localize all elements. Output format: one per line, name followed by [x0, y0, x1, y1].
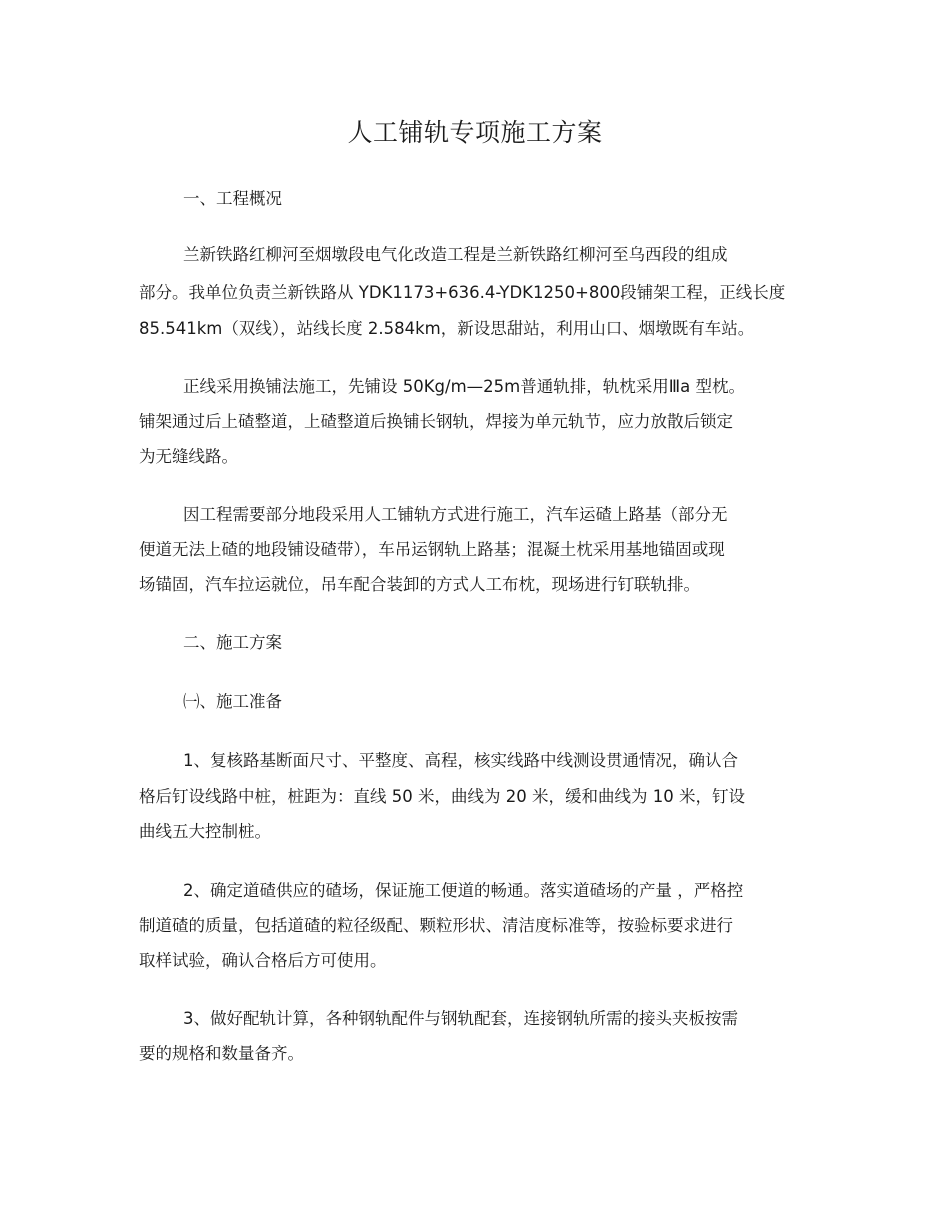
list-item-3-line: 要的规格和数量备齐。: [139, 1044, 304, 1063]
list-item-2-line: 2、确定道碴供应的碴场，保证施工便道的畅通。落实道碴场的产量 ，严格控: [183, 881, 744, 900]
paragraph-overview-line: 兰新铁路红柳河至烟墩段电气化改造工程是兰新铁路红柳河至乌西段的组成: [183, 245, 728, 264]
list-item-1-line: 曲线五大控制桩。: [139, 822, 271, 841]
paragraph-mainline-line: 为无缝线路。: [139, 447, 238, 466]
paragraph-manual-line: 场锚固，汽车拉运就位，吊车配合装卸的方式人工布枕，现场进行钉联轨排。: [139, 575, 700, 594]
document-title: 人工铺轨专项施工方案: [347, 118, 603, 147]
list-item-3-line: 3、做好配轨计算，各种钢轨配件与钢轨配套，连接钢轨所需的接头夹板按需: [183, 1009, 738, 1028]
paragraph-mainline-line: 铺架通过后上碴整道，上碴整道后换铺长钢轨，焊接为单元轨节，应力放散后锁定: [139, 412, 733, 431]
paragraph-manual-line: 便道无法上碴的地段铺设碴带），车吊运钢轨上路基；混凝土枕采用基地锚固或现: [139, 540, 725, 559]
list-item-1-line: 格后钉设线路中桩，桩距为：直线 50 米，曲线为 20 米，缓和曲线为 10 米，钉设: [139, 787, 745, 806]
paragraph-mainline-line: 正线采用换铺法施工，先铺设 50Kg/m—25m普通轨排，轨枕采用Ⅲa 型枕。: [183, 377, 745, 396]
section-heading-plan: 二、施工方案: [183, 633, 282, 652]
paragraph-overview-line: 部分。我单位负责兰新铁路从 YDK1173+636.4-YDK1250+800段铺架工程，正线长度: [139, 283, 786, 302]
list-item-2-line: 制道碴的质量，包括道碴的粒径级配、颗粒形状、清洁度标准等，按验标要求进行: [139, 916, 733, 935]
paragraph-manual-line: 因工程需要部分地段采用人工铺轨方式进行施工，汽车运碴上路基（部分无: [183, 505, 728, 524]
list-item-1-line: 1、复核路基断面尺寸、平整度、高程，核实线路中线测设贯通情况，确认合: [183, 751, 738, 770]
subsection-heading-preparation: ㈠、施工准备: [183, 692, 282, 711]
section-heading-overview: 一、工程概况: [183, 189, 282, 208]
paragraph-overview-line: 85.541km（双线），站线长度 2.584km，新设思甜站，利用山口、烟墩既有车站。: [139, 319, 755, 338]
list-item-2-line: 取样试验，确认合格后方可使用。: [139, 951, 387, 970]
